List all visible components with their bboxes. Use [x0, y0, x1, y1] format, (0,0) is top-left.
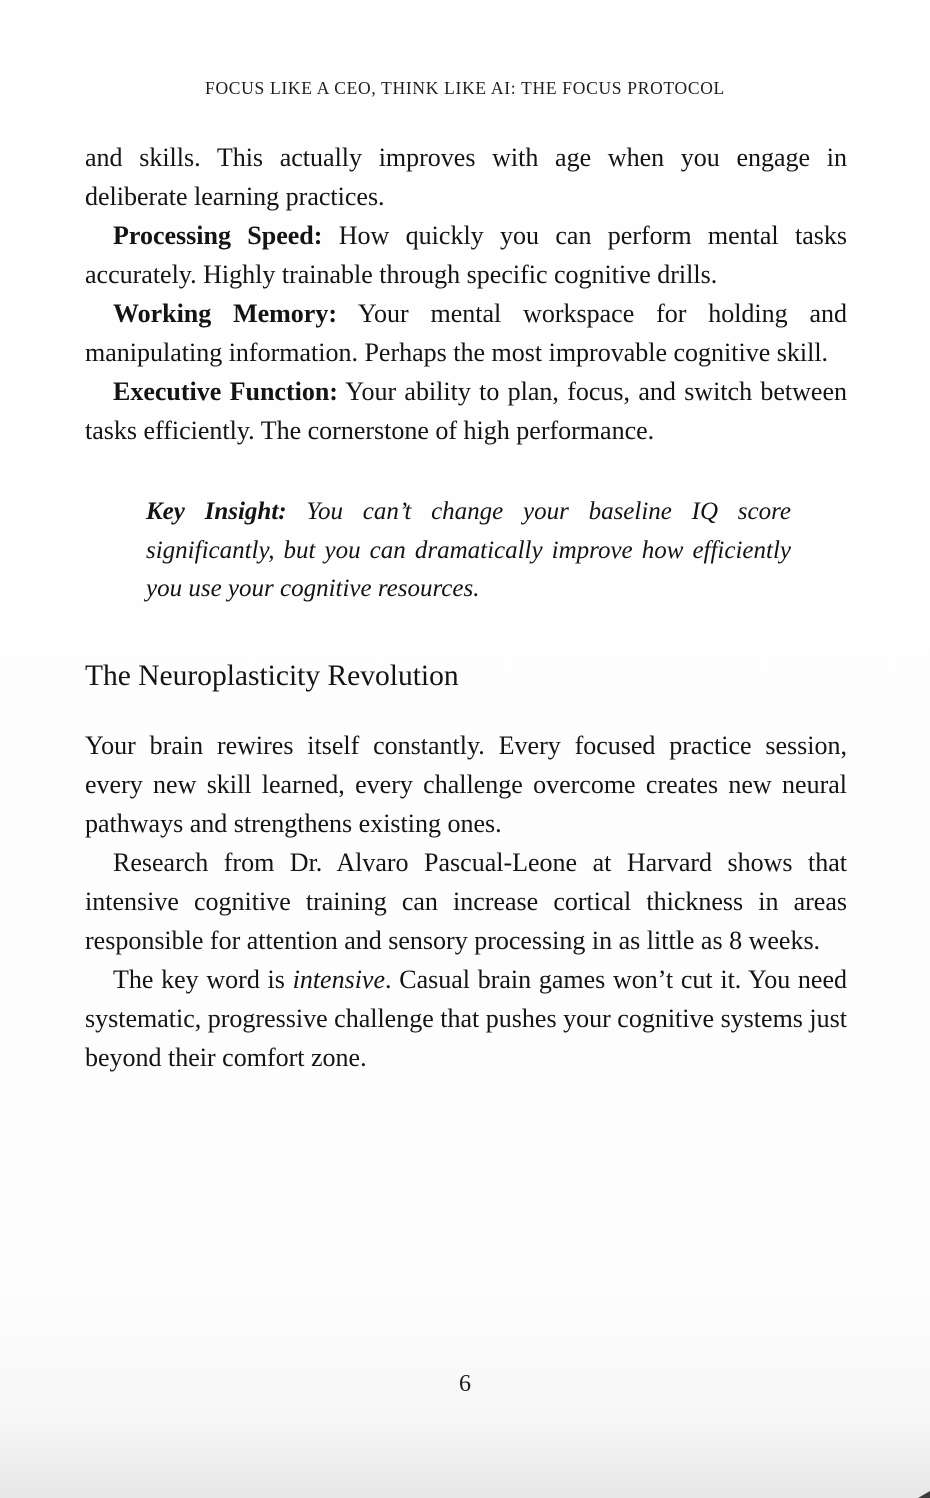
paragraph-neuroplasticity-text: Your brain rewires itself constantly. Every focused practice session, every new skill learned, every challenge overcome creates new neural pathways and strengthens existing ones.	[85, 730, 847, 838]
term-executive-function: Executive Function:	[113, 377, 338, 406]
term-working-memory: Working Memory:	[113, 299, 338, 328]
paragraph-key-word-pre: The key word is	[113, 964, 293, 994]
definition-working-memory	[85, 294, 847, 372]
running-header: FOCUS LIKE A CEO, THINK LIKE AI: THE FOCUS PROTOCOL	[205, 78, 725, 98]
page-bottom-shadow	[0, 1408, 930, 1498]
paragraph-key-word-emphasis: intensive	[292, 964, 386, 994]
paragraph-key-word	[85, 960, 847, 1077]
key-insight-label: Key Insight:	[146, 498, 287, 525]
paragraph-research	[85, 843, 847, 960]
definition-executive-function	[85, 372, 847, 450]
definition-executive-function-text: Your ability to plan, focus, and switch between tasks efficiently. The cornerstone of high performance.	[85, 377, 847, 445]
paragraph-research-text: Research from Dr. Alvaro Pascual-Leone at Harvard shows that intensive cognitive training can increase cortical thickness in areas responsible for attention and sensory processing in as little as 8 weeks.	[85, 847, 847, 955]
page-content	[85, 138, 847, 1077]
term-processing-speed: Processing Speed:	[113, 221, 323, 250]
section-heading: The Neuroplasticity Revolution	[85, 659, 459, 692]
page-number: 6	[459, 1371, 471, 1397]
definition-processing-speed	[85, 216, 847, 294]
paragraph-key-word-post: . Casual brain games won’t cut it. You need systematic, progressive challenge that pushes your cognitive systems just beyond their comfort zone.	[85, 964, 847, 1072]
key-insight-block	[146, 493, 791, 609]
paragraph-continuation-text: and skills. This actually improves with age when you engage in deliberate learning practices.	[85, 143, 847, 211]
paragraph-neuroplasticity	[85, 726, 847, 843]
key-insight-text: You can’t change your baseline IQ score significantly, but you can dramatically improve how efficiently you use your cognitive resources.	[146, 498, 791, 602]
page-curl-corner-icon	[918, 1491, 930, 1498]
definition-working-memory-text: Your mental workspace for holding and manipulating information. Perhaps the most improvable cognitive skill.	[85, 299, 847, 367]
definition-processing-speed-text: How quickly you can perform mental tasks accurately. Highly trainable through specific cognitive drills.	[85, 221, 847, 289]
paragraph-continuation	[85, 138, 847, 216]
